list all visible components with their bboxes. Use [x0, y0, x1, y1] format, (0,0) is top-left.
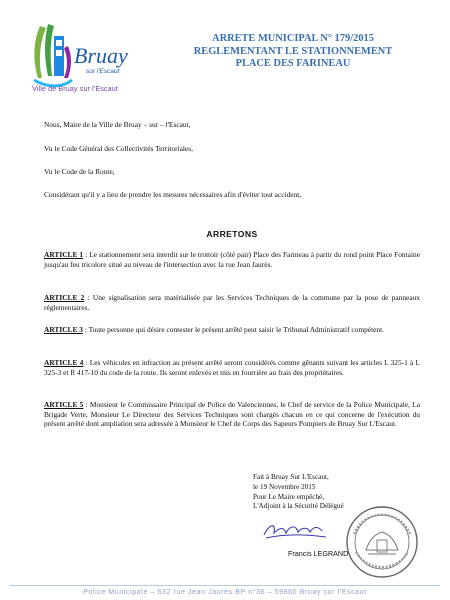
official-stamp-icon [344, 504, 420, 580]
logo-subtext: sur l'Escaut [86, 68, 120, 75]
document-title [178, 33, 408, 71]
footer-address: Police Municipale – 632 rue Jean Jaurès BP n°36 – 59860 Bruay sur l'Escaut [83, 589, 367, 596]
article-2-text: : Une signalisation sera matérialisée par les Services Techniques de la commune par la pose de panneaux réglementaires. [44, 293, 420, 312]
article-4 [44, 358, 420, 377]
logo-caption: Ville de Bruay sur l'Escaut [32, 84, 118, 93]
logo-text: Bruay [74, 43, 128, 68]
article-5 [44, 400, 420, 429]
article-3-label: ARTICLE 3 [44, 325, 83, 334]
intro-text: Nous, Maire de la Ville de Bruay – sur – l'Escaut, [44, 120, 191, 129]
article-1-label: ARTICLE 1 [44, 250, 84, 259]
article-3-text: : Toute personne qui désire contester le présent arrêté peut saisir le Tribunal Administratif compétent. [82, 325, 385, 334]
considerant-text: Considérant qu'il y a lieu de prendre les mesures nécessaires afin d'éviter tout accident, [44, 190, 302, 199]
footer-divider [10, 585, 440, 586]
article-2-label: ARTICLE 2 [44, 293, 85, 302]
article-4-text: : Les véhicules en infraction au présent arrêté seront considérés comme gênants suivant les articles L 325-1 à L 325-3 et R 417-10 du code de la route. Ils seront enlevés et mis en fourrière au frais des propriétaires. [44, 358, 420, 377]
signature-date: le 19 Novembre 2015 [253, 482, 316, 491]
signer-name: Francis LEGRAND [288, 549, 349, 558]
title-line-1: ARRETE MUNICIPAL N° 179/2015 [212, 33, 374, 44]
article-5-text: : Monsieur le Commissaire Principal de Police de Valenciennes, le Chef de service de la Police Municipale, La Brigade Verte, Monsieur Le Directeur des Services Techniques sont chargés chacun en ce qui concerne de l'exécution du présent arrêté dont ampliation sera adressée à Monsieur le Chef de Corps des Sapeurs Pompiers de Bruay Sur L'Escaut. [44, 400, 420, 429]
vu-cgct: Vu le Code Général des Collectivités Territoriales, [44, 144, 193, 153]
logo-emblem-icon [34, 24, 72, 86]
signature-place: Fait à Bruay Sur L'Escaut, [253, 473, 329, 481]
article-1-text: : Le stationnement sera interdit sur le trottoir (côté pair) Place des Farineau à partir du rond point Place Fontaine jusqu'au feu tricolore situé au niveau de l'intersection avec la rue Jean Jaurès. [44, 250, 420, 269]
article-4-label: ARTICLE 4 [44, 358, 84, 367]
title-line-3: PLACE DES FARINEAU [235, 58, 351, 70]
signature-delegation: Pour Le Maire empêché, [253, 492, 325, 501]
handwritten-signature [260, 517, 330, 543]
article-5-label: ARTICLE 5 [44, 400, 84, 409]
signature-role: L'Adjoint à la Sécurité Délégué [253, 502, 344, 511]
article-1 [44, 250, 420, 269]
article-2 [44, 293, 420, 312]
arretons-heading: ARRETONS [206, 229, 258, 239]
article-3 [44, 325, 420, 335]
title-line-2: REGLEMENTANT LE STATIONNEMENT [193, 45, 393, 57]
vu-code-route: Vu le Code de la Route, [44, 167, 115, 176]
